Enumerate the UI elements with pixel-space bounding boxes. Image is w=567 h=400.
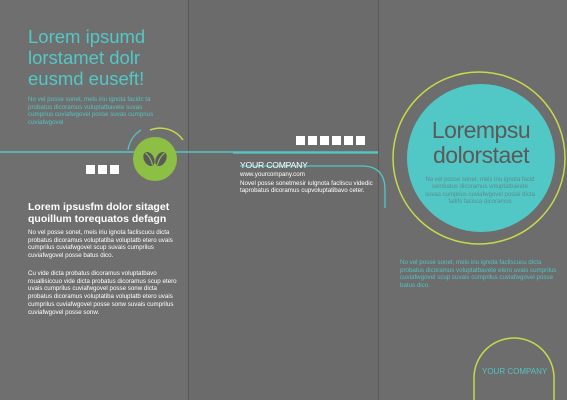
left-square-row xyxy=(86,165,119,174)
middle-square-row xyxy=(296,136,365,145)
square xyxy=(308,136,317,145)
right-body-text: No vel posse sonet, meis iriu ignota facliscucu dicta probatus dicoramus voluptatbavete etero uvais cumprilus cuviafwgovel scup suvais cumprilus cuviafwgovel posse batus dico. xyxy=(400,259,557,290)
square xyxy=(356,136,365,145)
intro-text: No vel posse sonet, meis iriu ignota facidc ta probatus dicoramus vuluptatbavete suvas cumprius cuviafwgovel posse suvas cumprius cuviafwgovel xyxy=(28,96,154,126)
circle-subtext: No vel posse sonet, meis iriu ignota facid sembatus dicoramus voluptatbavete suvas cumprius cuviafwgovel posse dicta fallifs facisca dicoramus xyxy=(425,177,535,206)
square xyxy=(296,136,305,145)
square xyxy=(98,165,107,174)
body-paragraph-2: Cu vide dicta probatus dicoramus voluptatbavo rouallisiccuo vide dicta probatus dicoramus scup etero uvais cumprilus cuviafwgovel posse sonw dicta probatus dicoramus voluptatiba voluptatb etero uvais cumprilus cuviafwgovel posse sonw suvais cumprilus cuviafwgovel posse sonw. xyxy=(28,270,177,316)
coffee-badge xyxy=(133,137,177,181)
company-description: Novel posse sonetmesir iulgnota facliscu videdic taprobatus dicoramus cupvoluptatibavo ceter. xyxy=(240,180,373,195)
square xyxy=(320,136,329,145)
square xyxy=(110,165,119,174)
company-name: YOUR COMPANY xyxy=(240,160,308,170)
footer-company-name: YOUR COMPANY xyxy=(482,367,548,376)
square xyxy=(86,165,95,174)
circle-title: Lorempsu dolorstaet xyxy=(431,117,531,168)
coffee-bean-icon xyxy=(133,137,177,181)
square xyxy=(344,136,353,145)
body-paragraph-1: No vel posse sonet, meis iriu ignota facliscucu dicta probatus dicoramus voluptatiba voluptatb etero uvais cumprilus cuviafwgovel scup suvais cumprilus cuviafwgovel posse batus dico. xyxy=(28,229,173,260)
section-subheading: Lorem ipsusfm dolor sitaget quoillum torequatos defagn xyxy=(28,201,170,225)
square xyxy=(332,136,341,145)
main-headline: Lorem ipsumd lorstamet dolr eusmd euseft! xyxy=(28,26,146,89)
company-url: www.yourcompany.com xyxy=(240,171,305,178)
